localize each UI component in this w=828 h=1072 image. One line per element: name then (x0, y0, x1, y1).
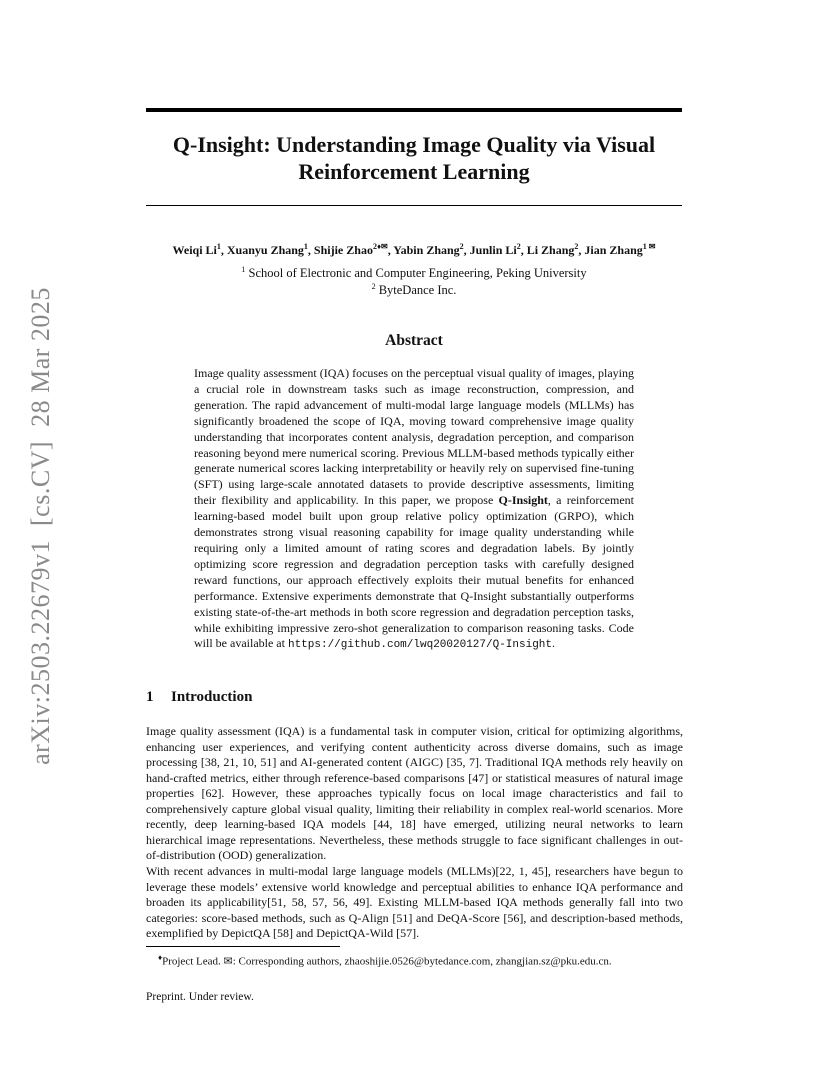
abstract-heading: Abstract (385, 332, 443, 349)
abstract-body: Image quality assessment (IQA) focuses on the perceptual visual quality of images, playing a crucial role in downstream tasks such as image reconstruction, compression, and generation. The rapid advancement of multi-modal large language models (MLLMs) has significantly broadened the scope of IQA, moving toward comprehensive image quality understanding that incorporates content analysis, degradation perception, and comparison reasoning beyond mere numerical scoring. Previous MLLM-based methods typically either generate numerical scores lacking interpretability or heavily rely on supervised fine-tuning (SFT) using large-scale annotated datasets to provide descriptive assessments, limiting their flexibility and applicability. In this paper, we propose Q-Insight, a reinforcement learning-based model built upon group relative policy optimization (GRPO), which demonstrates strong visual reasoning capability for image quality understanding while requiring only a limited amount of rating scores and degradation labels. By jointly optimizing score regression and degradation perception tasks with carefully designed reward functions, our approach effectively exploits their mutual benefits for enhanced performance. Extensive experiments demonstrate that Q-Insight substantially outperforms existing state-of-the-art methods in both score regression and degradation perception tasks, while exhibiting impressive zero-shot generalization to comparison reasoning tasks. Code will be available at https://github.com/lwq20020127/Q-Insight. (194, 366, 634, 652)
section-number: 1 (146, 689, 154, 705)
author: Yabin Zhang$^2$ (393, 242, 464, 257)
intro-paragraph-2: With recent advances in multi-modal large language models (MLLMs)[22, 1, 45], researchers have begun to leverage these models’ extensive world knowledge and perceptual abilities to enhance IQA performance and broaden its applicability[51, 58, 57, 56, 49]. Existing MLLM-based IQA methods generally fall into two categories: score-based methods, such as Q-Align [51] and DeQA-Score [56], and description-based methods, exemplified by DepictQA [58] and DepictQA-Wild [57]. (146, 864, 683, 940)
author: Jian Zhang$^{1 ✉}$ (584, 242, 656, 257)
intro-paragraph-1: Image quality assessment (IQA) is a fundamental task in computer vision, critical for optimizing algorithms, enhancing user experiences, and verifying content authenticity across diverse domains, such as image processing [38, 21, 10, 51] and AI-generated content (AIGC) [35, 7]. Traditional IQA methods rely heavily on hand-crafted metrics, either through reference-based comparisons [47] or statistical measures of natural image properties [62]. However, these approaches typically focus on local image characteristics and fail to comprehensively capture global visual quality, limiting their reliability in complex real-world scenarios. More recently, deep learning-based IQA models [44, 18] have emerged, utilizing neural networks to learn hierarchical image representations. Nevertheless, these methods struggle to face significant challenges in out-of-distribution (OOD) generalization. (146, 724, 683, 862)
code-link[interactable]: https://github.com/lwq20020127/Q-Insight (287, 639, 553, 652)
title-rule-top (146, 108, 682, 112)
arxiv-date: 28 Mar 2025 (26, 287, 55, 427)
title-line-1: Q-Insight: Understanding Image Quality via Visual (172, 132, 656, 157)
affiliation-1: $^1$ School of Electronic and Computer Engineering, Peking University (241, 265, 587, 281)
arxiv-id: arXiv:2503.22679v1 (26, 540, 55, 765)
title-rule-bottom (146, 205, 682, 206)
method-name: Q-Insight (498, 493, 548, 508)
footnote-rule (146, 946, 340, 947)
preprint-note: Preprint. Under review. (146, 991, 254, 1003)
arxiv-stamp (26, 280, 56, 772)
paper-title (146, 131, 682, 185)
author: Li Zhang$^2$ (526, 242, 579, 257)
footnote: ♦Project Lead. ✉: Corresponding authors, zhaoshijie.0526@bytedance.com, zhangjian.sz@pku.edu.cn. (158, 953, 612, 968)
author: Junlin Li$^2$ (469, 242, 521, 257)
title-line-2: Reinforcement Learning (298, 159, 530, 184)
affiliation-2: $^2$ ByteDance Inc. (371, 282, 457, 298)
arxiv-category: [cs.CV] (26, 440, 55, 526)
author: Xuanyu Zhang$^1$ (226, 242, 308, 257)
section-title: Introduction (171, 689, 253, 705)
author-list: Weiqi Li$^1$, Xuanyu Zhang$^1$, Shijie Zhao$^{2♦✉}$, Yabin Zhang$^2$, Junlin Li$^2$, Li Zhang$^2$, Jian Zhang$^{1 ✉}$ (172, 242, 656, 257)
section-heading (146, 689, 252, 706)
author: Weiqi Li$^1$ (172, 242, 221, 257)
author: Shijie Zhao$^{2♦✉}$ (313, 242, 388, 257)
